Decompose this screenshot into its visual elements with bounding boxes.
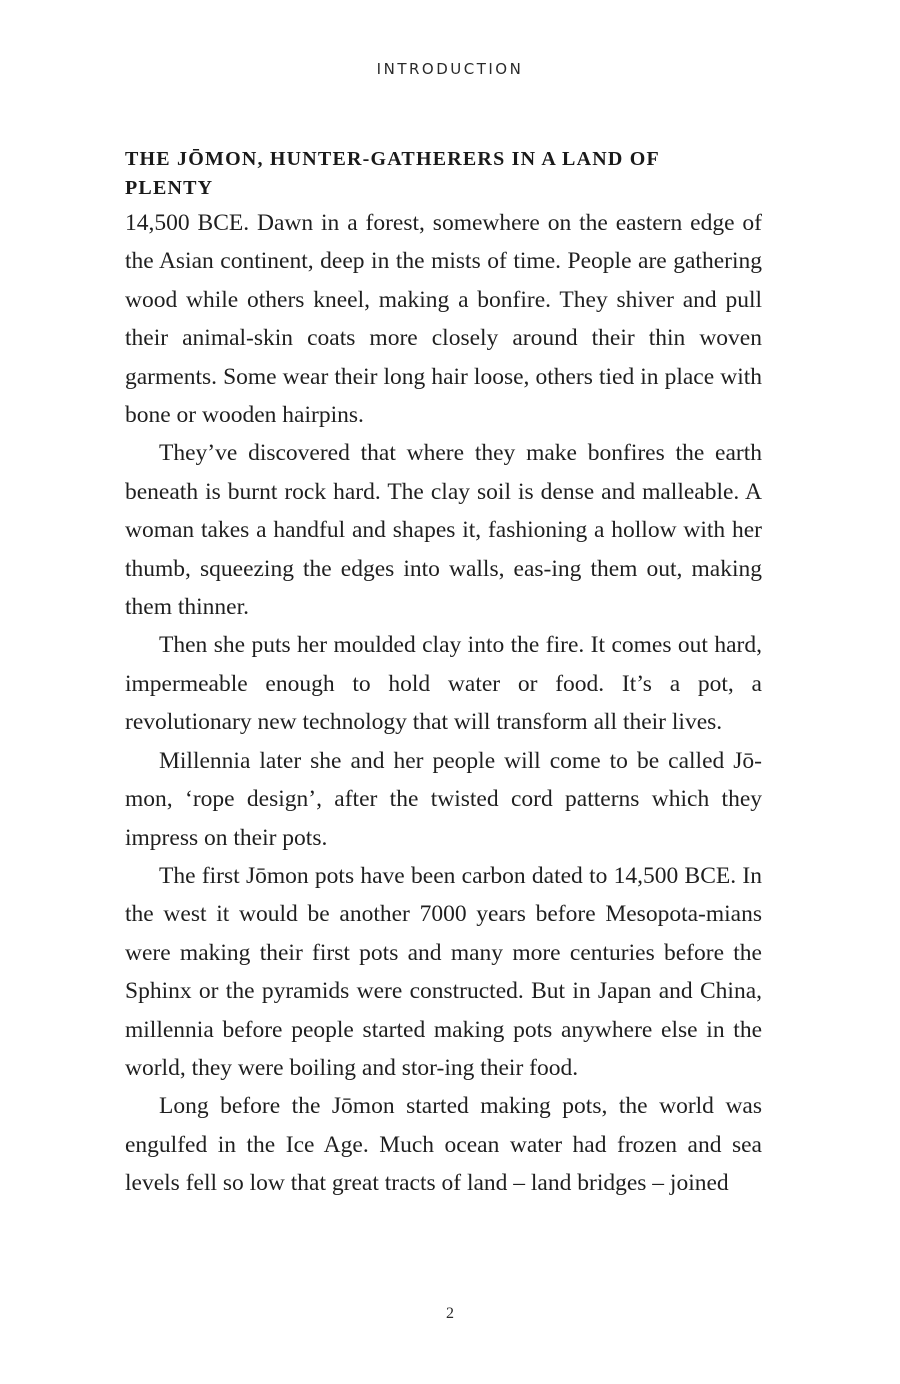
paragraph-6: Long before the Jōmon started making pots, the world was engulfed in the Ice Age. Much ocean water had frozen and sea levels fell so low that great tracts of land – land bridges – joined (125, 1093, 762, 1197)
paragraph-1: 14,500 BCE. Dawn in a forest, somewhere on the eastern edge of the Asian continent, deep in the mists of time. People are gathering wood while others kneel, making a bonfire. They shiver and pull their animal-skin coats more closely around their thin woven garments. Some wear their long hair loose, others tied in place with bone or wooden hairpins. (125, 210, 762, 429)
paragraph-5: The first Jōmon pots have been carbon dated to 14,500 BCE. In the west it would be another 7000 years before Mesopota-mians were making their first pots and many more centuries before the Sphinx or the pyramids were constructed. But in Japan and China, millennia before people started making pots anywhere else in the world, they were boiling and stor-ing their food. (125, 862, 762, 1081)
paragraph-4: Millennia later she and her people will come to be called Jō-mon, ‘rope design’, after the twisted cord patterns which they impress on their pots. (125, 747, 762, 851)
running-head: INTRODUCTION (376, 60, 524, 78)
section-title: THE JŌMON, HUNTER-GATHERERS IN A LAND OF PLENTY (125, 148, 660, 199)
paragraph-2: They’ve discovered that where they make bonfires the earth beneath is burnt rock hard. The clay soil is dense and malleable. A woman takes a handful and shapes it, fashioning a hollow with her thumb, squeezing the edges into walls, eas-ing them out, making them thinner. (125, 440, 762, 621)
paragraph-3: Then she puts her moulded clay into the fire. It comes out hard, impermeable enough to hold water or food. It’s a pot, a revolutionary new technology that will transform all their lives. (125, 632, 762, 736)
text-block (125, 145, 762, 1203)
page-number: 2 (446, 1305, 454, 1322)
